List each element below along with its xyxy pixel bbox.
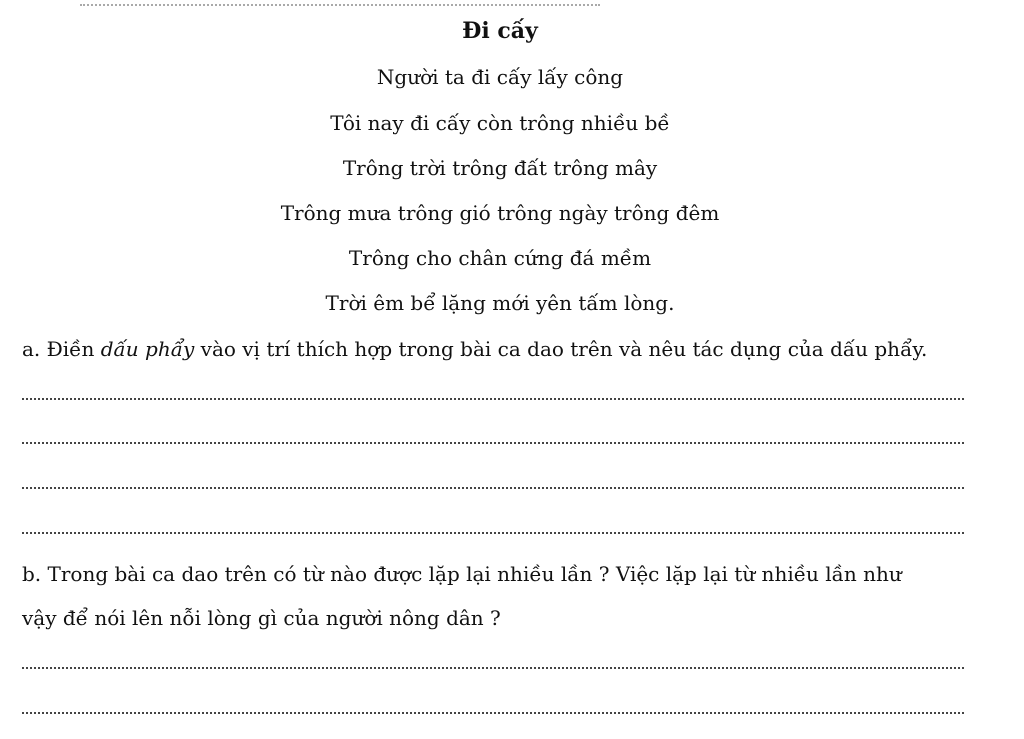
poem-line-3: Trông trời trông đất trông mây bbox=[342, 156, 658, 180]
cut-off-dotted-line bbox=[80, 0, 600, 6]
poem-line-2: Tôi nay đi cấy còn trông nhiều bề bbox=[330, 111, 670, 135]
question-b-line-2: vậy để nói lên nỗi lòng gì của người nông dân ? bbox=[22, 606, 501, 630]
poem-line-6: Trời êm bể lặng mới yên tấm lòng. bbox=[325, 291, 675, 315]
question-a-suffix: vào vị trí thích hợp trong bài ca dao trên và nêu tác dụng của dấu phẩy. bbox=[194, 337, 928, 361]
poem-line-1: Người ta đi cấy lấy công bbox=[376, 65, 624, 89]
answer-line-b1[interactable] bbox=[22, 667, 964, 669]
question-a-emphasis: dấu phẩy bbox=[100, 337, 195, 361]
question-a-prefix: a. Điền bbox=[22, 337, 101, 361]
question-a bbox=[22, 336, 1002, 362]
answer-line-a3[interactable] bbox=[22, 487, 964, 489]
poem-line-4: Trông mưa trông gió trông ngày trông đêm bbox=[280, 201, 720, 225]
answer-line-a2[interactable] bbox=[22, 442, 964, 444]
answer-line-a4[interactable] bbox=[22, 532, 964, 534]
answer-line-b2[interactable] bbox=[22, 712, 964, 714]
answer-line-a1[interactable] bbox=[22, 398, 964, 400]
question-b-line-1: b. Trong bài ca dao trên có từ nào được lặp lại nhiều lần ? Việc lặp lại từ nhiều lần như bbox=[22, 562, 902, 586]
poem-title: Đi cấy bbox=[462, 18, 538, 44]
poem-line-5: Trông cho chân cứng đá mềm bbox=[348, 246, 652, 270]
